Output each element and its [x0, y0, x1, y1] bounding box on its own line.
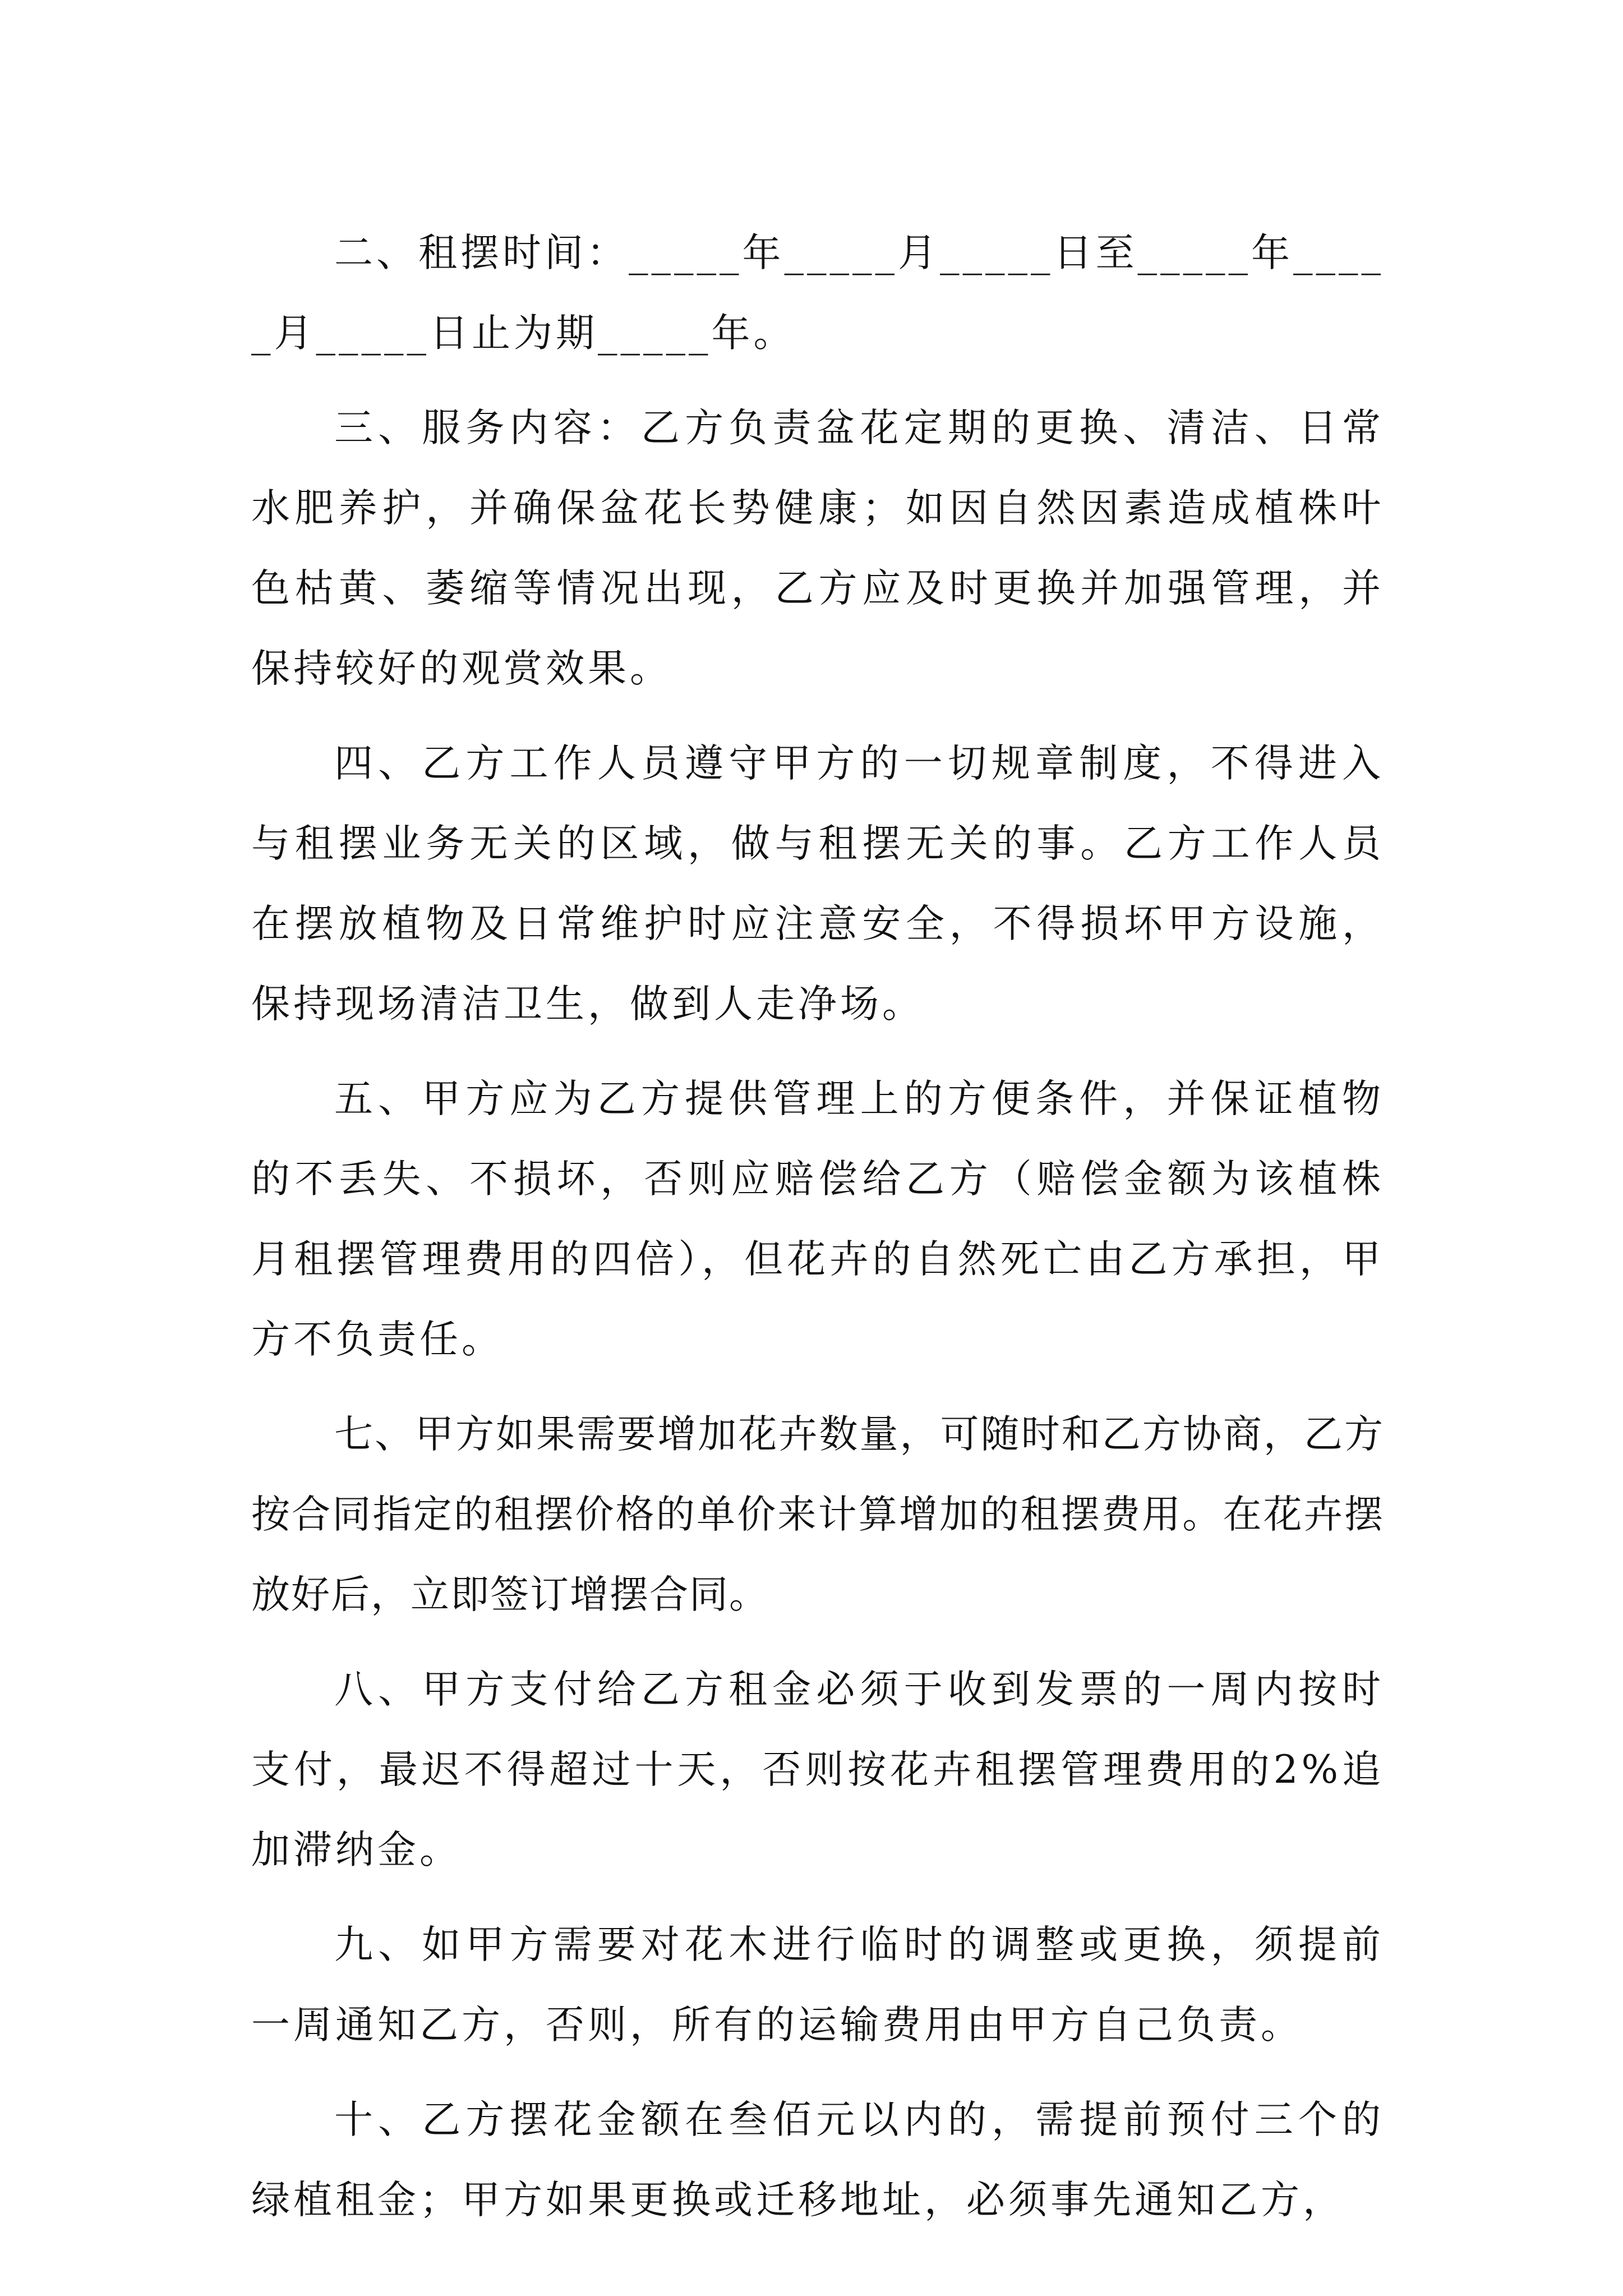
document-body [251, 213, 1384, 2255]
clause-prepayment: 十、乙方摆花金额在叁佰元以内的，需提前预付三个的绿植租金；甲方如果更换或迁移地址，必须事先通知乙方， [251, 2097, 1384, 2223]
clause-add-plants: 七、甲方如果需要增加花卉数量，可随时和乙方协商，乙方按合同指定的租摆价格的单价来计算增加的租摆费用。在花卉摆放好后，立即签订增摆合同。 [251, 1412, 1384, 1617]
clause-adjustment: 九、如甲方需要对花木进行临时的调整或更换，须提前一周通知乙方，否则，所有的运输费用由甲方自己负责。 [251, 1922, 1384, 2047]
clause-rental-period: 二、租摆时间：_____年_____月_____日至_____年_____月_____日止为期_____年。 [251, 231, 1384, 356]
clause-payment: 八、甲方支付给乙方租金必须于收到发票的一周内按时支付，最迟不得超过十天，否则按花卉租摆管理费用的2%追加滞纳金。 [251, 1667, 1384, 1872]
clause-service-content: 三、服务内容：乙方负责盆花定期的更换、清洁、日常水肥养护，并确保盆花长势健康；如因自然因素造成植株叶色枯黄、萎缩等情况出现，乙方应及时更换并加强管理，并保持较好的观赏效果。 [251, 406, 1384, 691]
clause-party-a-duties: 五、甲方应为乙方提供管理上的方便条件，并保证植物的不丢失、不损坏，否则应赔偿给乙方（赔偿金额为该植株月租摆管理费用的四倍），但花卉的自然死亡由乙方承担，甲方不负责任。 [251, 1076, 1384, 1362]
clause-staff-rules: 四、乙方工作人员遵守甲方的一切规章制度，不得进入与租摆业务无关的区域，做与租摆无关的事。乙方工作人员在摆放植物及日常维护时应注意安全，不得损坏甲方设施，保持现场清洁卫生，做到人走净场。 [251, 741, 1384, 1027]
